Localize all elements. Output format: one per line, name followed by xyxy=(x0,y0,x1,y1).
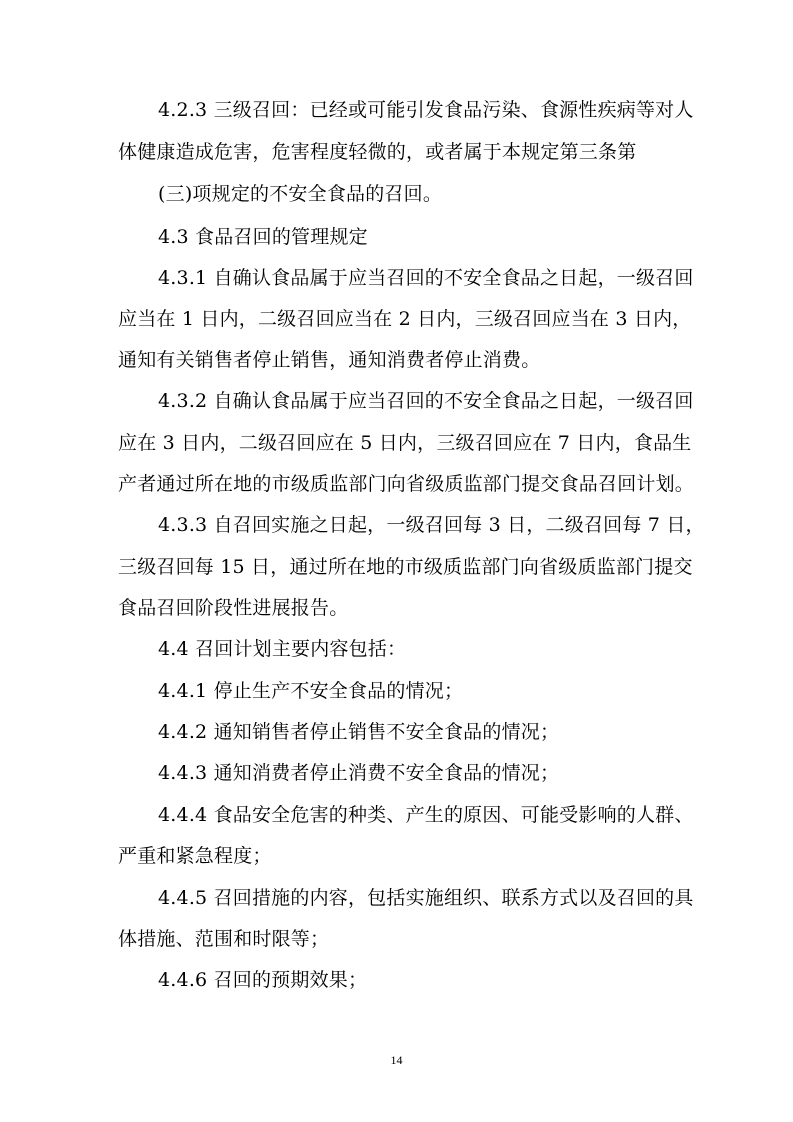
text-line: 应在 3 日内，二级召回应在 5 日内，三级召回应在 7 日内，食品生 xyxy=(118,432,692,454)
text-line: 体健康造成危害，危害程度轻微的，或者属于本规定第三条第 xyxy=(118,141,637,163)
text-line: 应当在 1 日内，二级召回应当在 2 日内，三级召回应当在 3 日内， xyxy=(118,308,692,330)
text-line: 体措施、范围和时限等； xyxy=(118,928,330,950)
section-heading: 4.4 召回计划主要内容包括： xyxy=(158,638,407,660)
text-line: 严重和紧急程度； xyxy=(118,845,272,867)
list-item: 4.4.2 通知销售者停止销售不安全食品的情况； xyxy=(158,721,560,743)
text-line: 4.3.3 自召回实施之日起，一级召回每 3 日，二级召回每 7 日， xyxy=(158,514,705,536)
section-heading: 4.3 食品召回的管理规定 xyxy=(158,226,368,248)
text-line: 产者通过所在地的市级质监部门向省级质监部门提交食品召回计划。 xyxy=(118,473,695,495)
page-number: 14 xyxy=(390,1053,403,1067)
text-line: 食品召回阶段性进展报告。 xyxy=(118,597,349,619)
text-line: 三级召回每 15 日，通过所在地的市级质监部门向省级质监部门提交 xyxy=(118,556,693,578)
text-line: (三)项规定的不安全食品的召回。 xyxy=(158,183,443,205)
list-item: 4.4.1 停止生产不安全食品的情况； xyxy=(158,680,464,702)
list-item: 4.4.6 召回的预期效果； xyxy=(158,969,368,991)
list-item: 4.4.4 食品安全危害的种类、产生的原因、可能受影响的人群、 xyxy=(158,804,694,826)
text-line: 4.3.1 自确认食品属于应当召回的不安全食品之日起，一级召回 xyxy=(158,267,694,289)
list-item: 4.4.3 通知消费者停止消费不安全食品的情况； xyxy=(158,762,560,784)
text-line: 4.3.2 自确认食品属于应当召回的不安全食品之日起，一级召回 xyxy=(158,390,694,412)
text-line: 4.2.3 三级召回：已经或可能引发食品污染、食源性疾病等对人 xyxy=(158,99,694,121)
list-item: 4.4.5 召回措施的内容，包括实施组织、联系方式以及召回的具 xyxy=(158,887,694,909)
text-line: 通知有关销售者停止销售，通知消费者停止消费。 xyxy=(118,349,541,371)
